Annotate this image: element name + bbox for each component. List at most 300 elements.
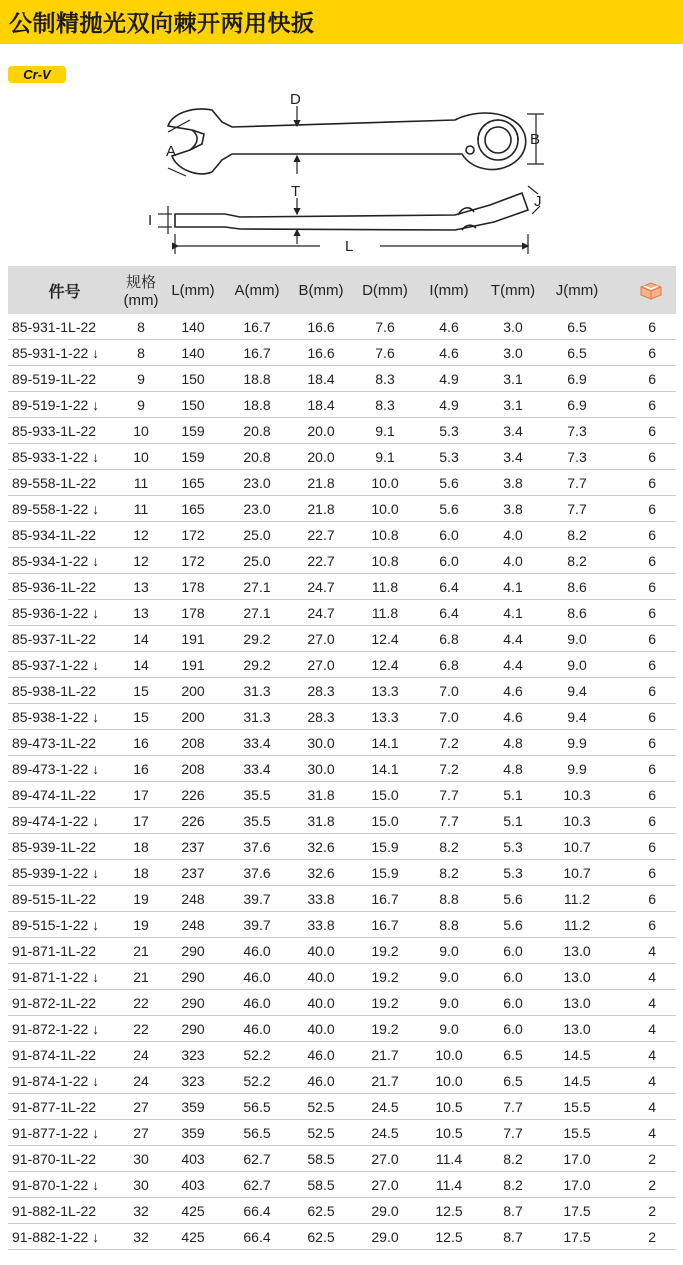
cell-A: 18.8 xyxy=(225,366,289,392)
arrow-down-icon: ↓ xyxy=(92,708,100,725)
cell-J: 8.2 xyxy=(545,548,609,574)
cell-I: 5.3 xyxy=(417,418,481,444)
cell-J: 6.9 xyxy=(545,392,609,418)
table-row xyxy=(8,522,676,548)
part-number: 91-882-1-22 xyxy=(12,1228,89,1245)
cell-A: 29.2 xyxy=(225,626,289,652)
part-number: 85-933-1-22 xyxy=(12,448,89,465)
cell-pack: 6 xyxy=(609,704,676,730)
cell-I: 8.8 xyxy=(417,912,481,938)
cell-L: 290 xyxy=(161,938,225,964)
part-number: 85-938-1-22 xyxy=(12,708,89,725)
cell-J: 17.5 xyxy=(545,1198,609,1224)
cell-B: 30.0 xyxy=(289,756,353,782)
cell-pack: 6 xyxy=(609,756,676,782)
cell-J: 15.5 xyxy=(545,1120,609,1146)
cell-I: 9.0 xyxy=(417,964,481,990)
cell-pack: 6 xyxy=(609,808,676,834)
cell-pack: 6 xyxy=(609,314,676,340)
cell-pack: 6 xyxy=(609,340,676,366)
spec-table xyxy=(8,266,676,1250)
cell-T: 4.4 xyxy=(481,626,545,652)
table-row xyxy=(8,496,676,522)
cell-D: 16.7 xyxy=(353,912,417,938)
cell-L: 172 xyxy=(161,548,225,574)
cell-part xyxy=(8,704,121,730)
cell-D: 8.3 xyxy=(353,366,417,392)
cell-L: 425 xyxy=(161,1198,225,1224)
cell-J: 8.6 xyxy=(545,600,609,626)
cell-D: 12.4 xyxy=(353,626,417,652)
cell-T: 3.1 xyxy=(481,392,545,418)
cell-L: 178 xyxy=(161,600,225,626)
cell-I: 11.4 xyxy=(417,1146,481,1172)
cell-J: 9.0 xyxy=(545,626,609,652)
part-number: 91-872-1L-22 xyxy=(12,994,97,1011)
table-row xyxy=(8,860,676,886)
table-row xyxy=(8,652,676,678)
cell-size: 19 xyxy=(121,886,161,912)
cell-T: 3.0 xyxy=(481,340,545,366)
cell-J: 8.2 xyxy=(545,522,609,548)
cell-pack: 6 xyxy=(609,522,676,548)
label-T: T xyxy=(291,183,301,200)
wrench-side-view xyxy=(175,193,528,230)
cell-I: 6.4 xyxy=(417,600,481,626)
cell-size: 18 xyxy=(121,834,161,860)
cell-I: 5.3 xyxy=(417,444,481,470)
part-number: 89-558-1-22 xyxy=(12,500,89,517)
cell-D: 8.3 xyxy=(353,392,417,418)
cell-B: 18.4 xyxy=(289,392,353,418)
cell-T: 3.1 xyxy=(481,366,545,392)
cell-T: 5.3 xyxy=(481,834,545,860)
cell-I: 4.9 xyxy=(417,392,481,418)
cell-size: 24 xyxy=(121,1042,161,1068)
cell-J: 9.4 xyxy=(545,678,609,704)
table-row xyxy=(8,782,676,808)
part-number: 91-871-1L-22 xyxy=(12,942,97,959)
part-number: 85-934-1-22 xyxy=(12,552,89,569)
cell-J: 17.0 xyxy=(545,1146,609,1172)
cell-A: 66.4 xyxy=(225,1198,289,1224)
cell-size: 12 xyxy=(121,548,161,574)
cell-L: 172 xyxy=(161,522,225,548)
cell-A: 35.5 xyxy=(225,782,289,808)
cell-T: 5.1 xyxy=(481,782,545,808)
arrow-down-icon: ↓ xyxy=(92,968,100,985)
cell-L: 191 xyxy=(161,626,225,652)
cell-size: 14 xyxy=(121,626,161,652)
cell-B: 33.8 xyxy=(289,886,353,912)
part-number: 85-938-1L-22 xyxy=(12,682,97,699)
cell-D: 14.1 xyxy=(353,730,417,756)
part-number: 91-870-1L-22 xyxy=(12,1150,97,1167)
cell-A: 20.8 xyxy=(225,418,289,444)
cell-B: 62.5 xyxy=(289,1224,353,1250)
cell-L: 290 xyxy=(161,990,225,1016)
cell-size: 17 xyxy=(121,808,161,834)
box-icon xyxy=(638,280,664,300)
cell-I: 11.4 xyxy=(417,1172,481,1198)
header-B: B(mm) xyxy=(289,266,353,314)
table-row xyxy=(8,704,676,730)
cell-B: 32.6 xyxy=(289,860,353,886)
cell-size: 24 xyxy=(121,1068,161,1094)
header-J: J(mm) xyxy=(545,266,609,314)
cell-D: 7.6 xyxy=(353,340,417,366)
cell-I: 8.2 xyxy=(417,834,481,860)
table-row xyxy=(8,418,676,444)
part-number: 89-474-1L-22 xyxy=(12,786,97,803)
cell-I: 7.2 xyxy=(417,756,481,782)
cell-L: 140 xyxy=(161,340,225,366)
cell-T: 5.3 xyxy=(481,860,545,886)
cell-B: 40.0 xyxy=(289,1016,353,1042)
cell-A: 52.2 xyxy=(225,1068,289,1094)
cell-L: 178 xyxy=(161,574,225,600)
arrow-down-icon: ↓ xyxy=(92,812,100,829)
cell-B: 31.8 xyxy=(289,782,353,808)
table-row xyxy=(8,964,676,990)
cell-A: 18.8 xyxy=(225,392,289,418)
table-row xyxy=(8,600,676,626)
cell-part xyxy=(8,444,121,470)
title-bar xyxy=(0,0,683,44)
cell-T: 6.0 xyxy=(481,964,545,990)
cell-T: 8.7 xyxy=(481,1224,545,1250)
cell-size: 17 xyxy=(121,782,161,808)
cell-J: 9.9 xyxy=(545,756,609,782)
cell-A: 37.6 xyxy=(225,834,289,860)
cell-D: 29.0 xyxy=(353,1224,417,1250)
cell-D: 19.2 xyxy=(353,964,417,990)
cell-D: 21.7 xyxy=(353,1042,417,1068)
cell-A: 16.7 xyxy=(225,314,289,340)
cell-part xyxy=(8,1172,121,1198)
table-row xyxy=(8,1224,676,1250)
header-pack xyxy=(609,266,676,314)
cell-A: 23.0 xyxy=(225,496,289,522)
cell-T: 3.4 xyxy=(481,444,545,470)
arrow-down-icon: ↓ xyxy=(92,396,100,413)
cell-B: 28.3 xyxy=(289,678,353,704)
cell-T: 5.1 xyxy=(481,808,545,834)
table-row xyxy=(8,1146,676,1172)
cell-B: 52.5 xyxy=(289,1094,353,1120)
cell-B: 21.8 xyxy=(289,470,353,496)
cell-I: 5.6 xyxy=(417,470,481,496)
cell-size: 32 xyxy=(121,1224,161,1250)
cell-part xyxy=(8,1016,121,1042)
cell-J: 8.6 xyxy=(545,574,609,600)
cell-B: 20.0 xyxy=(289,444,353,470)
part-number: 85-939-1L-22 xyxy=(12,838,97,855)
cell-L: 359 xyxy=(161,1120,225,1146)
cell-L: 191 xyxy=(161,652,225,678)
table-row xyxy=(8,1120,676,1146)
cell-A: 39.7 xyxy=(225,886,289,912)
table-row xyxy=(8,366,676,392)
table-row xyxy=(8,912,676,938)
arrow-down-icon: ↓ xyxy=(92,552,100,569)
cell-J: 7.3 xyxy=(545,418,609,444)
cell-I: 5.6 xyxy=(417,496,481,522)
cell-part xyxy=(8,418,121,444)
cell-D: 19.2 xyxy=(353,938,417,964)
cell-size: 16 xyxy=(121,730,161,756)
cell-D: 15.0 xyxy=(353,808,417,834)
cell-L: 165 xyxy=(161,496,225,522)
cell-pack: 4 xyxy=(609,1068,676,1094)
cell-T: 4.6 xyxy=(481,704,545,730)
cell-J: 17.0 xyxy=(545,1172,609,1198)
cell-T: 8.2 xyxy=(481,1172,545,1198)
cell-A: 25.0 xyxy=(225,522,289,548)
cell-A: 16.7 xyxy=(225,340,289,366)
cell-D: 10.0 xyxy=(353,470,417,496)
cell-T: 6.5 xyxy=(481,1068,545,1094)
cell-size: 13 xyxy=(121,600,161,626)
cell-B: 28.3 xyxy=(289,704,353,730)
table-row xyxy=(8,834,676,860)
part-number: 89-473-1-22 xyxy=(12,760,89,777)
cell-part xyxy=(8,834,121,860)
arrow-down-icon: ↓ xyxy=(92,760,100,777)
cell-A: 39.7 xyxy=(225,912,289,938)
cell-part xyxy=(8,496,121,522)
cell-L: 159 xyxy=(161,444,225,470)
cell-part xyxy=(8,600,121,626)
table-row xyxy=(8,730,676,756)
cell-J: 9.9 xyxy=(545,730,609,756)
cell-size: 13 xyxy=(121,574,161,600)
table-row xyxy=(8,314,676,340)
part-number: 91-877-1L-22 xyxy=(12,1098,97,1115)
table-row xyxy=(8,886,676,912)
table-body xyxy=(8,314,676,1250)
cell-L: 150 xyxy=(161,392,225,418)
cell-pack: 6 xyxy=(609,652,676,678)
cell-A: 46.0 xyxy=(225,938,289,964)
arrow-down-icon: ↓ xyxy=(92,1228,100,1245)
cell-B: 24.7 xyxy=(289,574,353,600)
cell-I: 10.5 xyxy=(417,1094,481,1120)
cell-L: 323 xyxy=(161,1042,225,1068)
cell-T: 4.8 xyxy=(481,756,545,782)
cell-I: 4.9 xyxy=(417,366,481,392)
cell-D: 27.0 xyxy=(353,1146,417,1172)
cell-size: 19 xyxy=(121,912,161,938)
cell-L: 200 xyxy=(161,678,225,704)
arrow-down-icon: ↓ xyxy=(92,916,100,933)
cell-size: 18 xyxy=(121,860,161,886)
cell-I: 7.2 xyxy=(417,730,481,756)
cell-part xyxy=(8,470,121,496)
page-title: 公制精抛光双向棘开两用快扳 xyxy=(9,11,315,37)
part-number: 85-931-1L-22 xyxy=(12,318,97,335)
cell-part xyxy=(8,392,121,418)
cell-A: 56.5 xyxy=(225,1120,289,1146)
cell-A: 31.3 xyxy=(225,678,289,704)
cell-J: 14.5 xyxy=(545,1042,609,1068)
label-I: I xyxy=(148,212,153,229)
cell-B: 40.0 xyxy=(289,964,353,990)
cell-pack: 6 xyxy=(609,678,676,704)
part-number: 85-934-1L-22 xyxy=(12,526,97,543)
cell-I: 12.5 xyxy=(417,1224,481,1250)
cell-L: 165 xyxy=(161,470,225,496)
cell-T: 7.7 xyxy=(481,1120,545,1146)
cell-part xyxy=(8,964,121,990)
header-size-line2: (mm) xyxy=(123,292,159,309)
cell-B: 16.6 xyxy=(289,340,353,366)
cell-size: 15 xyxy=(121,678,161,704)
cell-part xyxy=(8,314,121,340)
table-row xyxy=(8,1016,676,1042)
cell-B: 31.8 xyxy=(289,808,353,834)
cell-J: 15.5 xyxy=(545,1094,609,1120)
cell-B: 18.4 xyxy=(289,366,353,392)
cell-pack: 2 xyxy=(609,1172,676,1198)
cell-D: 10.0 xyxy=(353,496,417,522)
cell-D: 27.0 xyxy=(353,1172,417,1198)
cell-size: 15 xyxy=(121,704,161,730)
cell-A: 27.1 xyxy=(225,574,289,600)
cell-D: 16.7 xyxy=(353,886,417,912)
cell-A: 27.1 xyxy=(225,600,289,626)
cell-size: 9 xyxy=(121,392,161,418)
table-row xyxy=(8,990,676,1016)
table-row xyxy=(8,1172,676,1198)
cell-D: 15.9 xyxy=(353,860,417,886)
cell-pack: 4 xyxy=(609,1094,676,1120)
part-number: 91-872-1-22 xyxy=(12,1020,89,1037)
cell-D: 9.1 xyxy=(353,444,417,470)
cell-part xyxy=(8,990,121,1016)
cell-I: 7.0 xyxy=(417,704,481,730)
table-row xyxy=(8,548,676,574)
cell-T: 5.6 xyxy=(481,912,545,938)
cell-B: 27.0 xyxy=(289,626,353,652)
cell-size: 8 xyxy=(121,314,161,340)
cell-T: 3.4 xyxy=(481,418,545,444)
table-row xyxy=(8,340,676,366)
cell-J: 6.5 xyxy=(545,314,609,340)
arrow-down-icon: ↓ xyxy=(92,1124,100,1141)
cell-L: 290 xyxy=(161,1016,225,1042)
cell-part xyxy=(8,1094,121,1120)
part-number: 91-877-1-22 xyxy=(12,1124,89,1141)
arrow-down-icon: ↓ xyxy=(92,604,100,621)
table-row xyxy=(8,808,676,834)
cell-D: 10.8 xyxy=(353,522,417,548)
cell-size: 11 xyxy=(121,470,161,496)
label-B: B xyxy=(530,131,541,148)
cell-pack: 4 xyxy=(609,964,676,990)
cell-L: 208 xyxy=(161,730,225,756)
cell-pack: 4 xyxy=(609,1120,676,1146)
cell-A: 46.0 xyxy=(225,964,289,990)
cell-D: 15.9 xyxy=(353,834,417,860)
header-size-line1: 规格 xyxy=(125,274,156,291)
cell-B: 30.0 xyxy=(289,730,353,756)
cell-pack: 6 xyxy=(609,366,676,392)
cell-part xyxy=(8,782,121,808)
cell-T: 3.8 xyxy=(481,496,545,522)
cell-A: 66.4 xyxy=(225,1224,289,1250)
header-A: A(mm) xyxy=(225,266,289,314)
part-number: 91-874-1-22 xyxy=(12,1072,89,1089)
cell-L: 290 xyxy=(161,964,225,990)
arrow-down-icon: ↓ xyxy=(92,500,100,517)
cell-A: 46.0 xyxy=(225,1016,289,1042)
cell-L: 323 xyxy=(161,1068,225,1094)
cell-L: 140 xyxy=(161,314,225,340)
cell-T: 4.6 xyxy=(481,678,545,704)
arrow-down-icon: ↓ xyxy=(92,448,100,465)
material-badge: Cr-V xyxy=(8,66,66,83)
cell-pack: 6 xyxy=(609,418,676,444)
cell-I: 6.0 xyxy=(417,548,481,574)
cell-I: 9.0 xyxy=(417,990,481,1016)
cell-J: 10.3 xyxy=(545,782,609,808)
cell-A: 62.7 xyxy=(225,1146,289,1172)
cell-size: 8 xyxy=(121,340,161,366)
cell-D: 11.8 xyxy=(353,574,417,600)
cell-T: 3.8 xyxy=(481,470,545,496)
cell-pack: 6 xyxy=(609,548,676,574)
cell-A: 29.2 xyxy=(225,652,289,678)
cell-J: 7.7 xyxy=(545,470,609,496)
cell-A: 35.5 xyxy=(225,808,289,834)
table-row xyxy=(8,470,676,496)
cell-part xyxy=(8,626,121,652)
arrow-down-icon: ↓ xyxy=(92,1072,100,1089)
part-number: 85-936-1L-22 xyxy=(12,578,97,595)
cell-D: 7.6 xyxy=(353,314,417,340)
cell-L: 159 xyxy=(161,418,225,444)
cell-D: 24.5 xyxy=(353,1120,417,1146)
cell-part xyxy=(8,522,121,548)
cell-L: 248 xyxy=(161,886,225,912)
cell-pack: 6 xyxy=(609,886,676,912)
cell-J: 10.3 xyxy=(545,808,609,834)
cell-D: 21.7 xyxy=(353,1068,417,1094)
cell-B: 52.5 xyxy=(289,1120,353,1146)
part-number: 89-515-1L-22 xyxy=(12,890,97,907)
cell-pack: 6 xyxy=(609,626,676,652)
cell-A: 23.0 xyxy=(225,470,289,496)
cell-L: 237 xyxy=(161,860,225,886)
cell-part xyxy=(8,1146,121,1172)
cell-I: 9.0 xyxy=(417,938,481,964)
cell-A: 56.5 xyxy=(225,1094,289,1120)
cell-B: 58.5 xyxy=(289,1172,353,1198)
cell-L: 403 xyxy=(161,1172,225,1198)
table-row xyxy=(8,392,676,418)
cell-B: 33.8 xyxy=(289,912,353,938)
cell-size: 21 xyxy=(121,964,161,990)
cell-D: 13.3 xyxy=(353,678,417,704)
cell-I: 6.8 xyxy=(417,652,481,678)
cell-part xyxy=(8,574,121,600)
arrow-down-icon: ↓ xyxy=(92,864,100,881)
part-number: 85-937-1L-22 xyxy=(12,630,97,647)
table-row xyxy=(8,574,676,600)
cell-A: 33.4 xyxy=(225,756,289,782)
cell-I: 6.0 xyxy=(417,522,481,548)
